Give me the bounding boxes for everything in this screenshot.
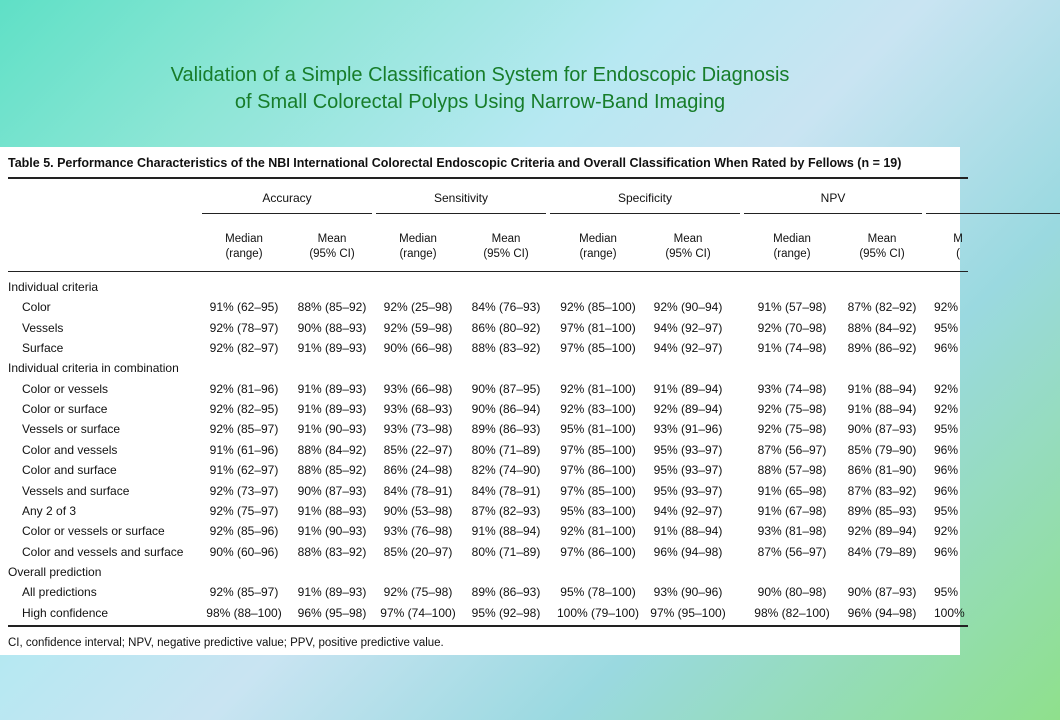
table-cell: 97% (85–100): [560, 483, 636, 498]
table-cell: 95%: [934, 320, 959, 335]
subheader-line-1: M: [953, 233, 963, 245]
group-underline: [744, 213, 922, 214]
table-cell: 85% (22–97): [383, 442, 453, 457]
table-cell: 97% (81–100): [560, 320, 636, 335]
table-cell: 92% (90–94): [653, 300, 723, 315]
table-cell: 91% (88–93): [297, 503, 367, 518]
table-cell: 92% (85–100): [560, 300, 636, 315]
table-cell: 90% (66–98): [383, 341, 453, 356]
table-cell: 87% (56–97): [757, 544, 827, 559]
table-cell: 93% (74–98): [757, 381, 827, 396]
table-cell: 91% (90–93): [297, 524, 367, 539]
table-cell: 90% (87–93): [847, 422, 917, 437]
group-underline: [376, 213, 546, 214]
row-label: Color or vessels or surface: [22, 524, 165, 539]
table-cell: 84% (78–91): [383, 483, 453, 498]
table-cell: 97% (86–100): [560, 463, 636, 478]
table-cell: 84% (76–93): [471, 300, 541, 315]
table-footnote: CI, confidence interval; NPV, negative predictive value; PPV, positive predictive value.: [8, 637, 444, 649]
table-cell: 95% (93–97): [653, 483, 723, 498]
table-cell: 91% (90–93): [297, 422, 367, 437]
table-cell: 90% (86–94): [471, 402, 541, 417]
row-label: Surface: [22, 341, 64, 356]
table-image: [0, 147, 965, 655]
column-subheader: [368, 232, 468, 262]
slide-title-line-1: Validation of a Simple Classification System for Endoscopic Diagnosis: [170, 64, 790, 86]
row-label: Vessels: [22, 320, 64, 335]
subheader-line-1: Mean: [867, 233, 897, 245]
table-cell: 90% (80–98): [757, 585, 827, 600]
table-cell: 90% (87–93): [847, 585, 917, 600]
subheader-line-1: Mean: [673, 233, 703, 245]
table-cell: 94% (92–97): [653, 320, 723, 335]
table-cell: 85% (79–90): [847, 442, 917, 457]
table-cell: 91% (88–94): [471, 524, 541, 539]
column-subheader: [194, 232, 294, 262]
table-cell: 86% (24–98): [383, 463, 453, 478]
subheader-line-2: (95% CI): [309, 248, 355, 260]
table-cell: 92%: [934, 402, 959, 417]
table-cell: 92% (25–98): [383, 300, 453, 315]
table-cell: 91% (88–94): [653, 524, 723, 539]
table-cell: 92% (75–98): [757, 422, 827, 437]
table-cell: 98% (88–100): [206, 605, 282, 620]
table-cell: 95% (83–100): [560, 503, 636, 518]
table-cell: 92% (82–95): [209, 402, 279, 417]
row-label: Vessels or surface: [22, 422, 121, 437]
table-cell: 98% (82–100): [754, 605, 830, 620]
table-cell: 91% (62–97): [209, 463, 279, 478]
table-cell: 95%: [934, 422, 959, 437]
table-cell: 91% (89–93): [297, 402, 367, 417]
table-cell: 92% (75–98): [383, 585, 453, 600]
table-cell: 90% (53–98): [383, 503, 453, 518]
table-cell: 95% (81–100): [560, 422, 636, 437]
table-cell: 92% (75–97): [209, 503, 279, 518]
table-cell: 92%: [934, 300, 959, 315]
group-underline: [202, 213, 372, 214]
table-cell: 88% (84–92): [297, 442, 367, 457]
table-cell: 94% (92–97): [653, 503, 723, 518]
table-cell: 96%: [934, 463, 959, 478]
table-cell: 97% (95–100): [650, 605, 726, 620]
table-cell: 96% (94–98): [847, 605, 917, 620]
table-cell: 91% (57–98): [757, 300, 827, 315]
table-cell: 82% (74–90): [471, 463, 541, 478]
group-header: NPV: [820, 191, 846, 205]
table-cell: 91% (62–95): [209, 300, 279, 315]
group-header: Accuracy: [262, 191, 312, 205]
table-cell: 88% (85–92): [297, 300, 367, 315]
table-cell: 87% (56–97): [757, 442, 827, 457]
column-subheader: [638, 232, 738, 262]
table-cell: 92%: [934, 524, 959, 539]
table-cell: 92% (85–97): [209, 422, 279, 437]
subheader-line-2: (95% CI): [859, 248, 905, 260]
table-cell: 100% (79–100): [556, 605, 640, 620]
row-label: Color: [22, 300, 51, 315]
row-label: Color or surface: [22, 402, 108, 417]
group-underline: [926, 213, 1060, 214]
table-cell: 92% (89–94): [653, 402, 723, 417]
table-cell: 97% (74–100): [380, 605, 456, 620]
group-header: Sensitivity: [433, 191, 489, 205]
table-cell: 95%: [934, 585, 959, 600]
table-cell: 93% (73–98): [383, 422, 453, 437]
table-cell: 92% (85–97): [209, 585, 279, 600]
subheader-line-1: Mean: [317, 233, 347, 245]
table-cell: 92% (75–98): [757, 402, 827, 417]
table-cell: 92% (59–98): [383, 320, 453, 335]
table-cell: 80% (71–89): [471, 544, 541, 559]
section-header: Overall prediction: [8, 564, 102, 579]
table-cell: 91% (88–94): [847, 381, 917, 396]
table-cell: 92% (73–97): [209, 483, 279, 498]
table-cell: 92% (85–96): [209, 524, 279, 539]
table-cell: 84% (78–91): [471, 483, 541, 498]
row-label: Color and vessels and surface: [22, 544, 184, 559]
subheader-line-2: (95% CI): [483, 248, 529, 260]
slide-title: [0, 62, 960, 116]
table-cell: 97% (85–100): [560, 442, 636, 457]
table-cell: 95% (78–100): [560, 585, 636, 600]
table-cell: 92%: [934, 381, 959, 396]
table-cell: 91% (61–96): [209, 442, 279, 457]
table-cell: 84% (79–89): [847, 544, 917, 559]
table-cell: 85% (20–97): [383, 544, 453, 559]
table-cell: 96%: [934, 483, 959, 498]
section-header: Individual criteria: [8, 280, 99, 294]
table-cell: 88% (84–92): [847, 320, 917, 335]
row-label: Color and vessels: [22, 442, 118, 457]
table-cell: 88% (57–98): [757, 463, 827, 478]
table-cell: 93% (91–96): [653, 422, 723, 437]
table-cell: 92% (89–94): [847, 524, 917, 539]
table-cell: 91% (88–94): [847, 402, 917, 417]
table-cell: 80% (71–89): [471, 442, 541, 457]
table-cell: 91% (74–98): [757, 341, 827, 356]
table-cell: 89% (86–93): [471, 585, 541, 600]
table-cell: 94% (92–97): [653, 341, 723, 356]
table-cell: 92% (70–98): [757, 320, 827, 335]
slide-title-line-2: of Small Colorectal Polyps Using Narrow-Band Imaging: [234, 91, 726, 113]
group-header: Specificity: [617, 191, 673, 205]
table-cell: 89% (86–92): [847, 341, 917, 356]
table-caption: Table 5. Performance Characteristics of the NBI International Colorectal Endoscopic Criteria and Overall Classification When Rated by Fellows (n = 19): [8, 156, 902, 170]
table-cell: 91% (89–94): [653, 381, 723, 396]
header-bottom-rule: [8, 271, 968, 272]
table-cell: 87% (82–93): [471, 503, 541, 518]
table-cell: 91% (89–93): [297, 341, 367, 356]
group-underline: [550, 213, 740, 214]
table-cell: 86% (81–90): [847, 463, 917, 478]
table-cell: 92% (81–100): [560, 381, 636, 396]
table-cell: 95% (93–97): [653, 442, 723, 457]
table-cell: 93% (90–96): [653, 585, 723, 600]
table-cell: 87% (83–92): [847, 483, 917, 498]
table-cell: 86% (80–92): [471, 320, 541, 335]
table-cell: 88% (83–92): [471, 341, 541, 356]
table-cell: 97% (86–100): [560, 544, 636, 559]
table-cell: 95%: [934, 503, 959, 518]
table-cell: 96%: [934, 341, 959, 356]
table-cell: 88% (85–92): [297, 463, 367, 478]
top-rule: [8, 177, 968, 179]
subheader-line-1: Median: [399, 233, 437, 245]
table-cell: 90% (60–96): [209, 544, 279, 559]
table-cell: 87% (82–92): [847, 300, 917, 315]
table-cell: 97% (85–100): [560, 341, 636, 356]
subheader-line-2: (range): [399, 248, 437, 260]
table-cell: 93% (68–93): [383, 402, 453, 417]
table-cell: 91% (89–93): [297, 585, 367, 600]
table-cell: 92% (81–96): [209, 381, 279, 396]
column-subheader: [908, 232, 1008, 262]
table-cell: 96%: [934, 544, 959, 559]
table-cell: 89% (85–93): [847, 503, 917, 518]
section-header: Individual criteria in combination: [8, 361, 179, 376]
subheader-line-1: Median: [579, 233, 617, 245]
row-label: All predictions: [22, 585, 97, 600]
subheader-line-2: (range): [579, 248, 617, 260]
table-cell: 90% (88–93): [297, 320, 367, 335]
table-cell: 93% (81–98): [757, 524, 827, 539]
table-cell: 91% (67–98): [757, 503, 827, 518]
table-cell: 90% (87–93): [297, 483, 367, 498]
table-cell: 92% (82–97): [209, 341, 279, 356]
table-cell: 92% (81–100): [560, 524, 636, 539]
table-cell: 95% (92–98): [471, 605, 541, 620]
table-cell: 91% (65–98): [757, 483, 827, 498]
table-cell: 95% (93–97): [653, 463, 723, 478]
row-label: Any 2 of 3: [22, 503, 77, 518]
column-subheader: [282, 232, 382, 262]
table-cell: 88% (83–92): [297, 544, 367, 559]
subheader-line-2: (range): [773, 248, 811, 260]
table-cell: 96%: [934, 442, 959, 457]
table-cell: 89% (86–93): [471, 422, 541, 437]
subheader-line-1: Mean: [491, 233, 521, 245]
subheader-line-2: (range): [225, 248, 263, 260]
table-cell: 90% (87–95): [471, 381, 541, 396]
row-label: High confidence: [22, 605, 109, 620]
subheader-line-2: (95% CI): [665, 248, 711, 260]
row-label: Vessels and surface: [22, 483, 130, 498]
table-cell: 92% (83–100): [560, 402, 636, 417]
subheader-line-1: Median: [773, 233, 811, 245]
column-subheader: [742, 232, 842, 262]
table-cell: 96% (95–98): [297, 605, 367, 620]
column-subheader: [456, 232, 556, 262]
table-cell: 92% (78–97): [209, 320, 279, 335]
column-subheader: [548, 232, 648, 262]
subheader-line-2: (: [956, 248, 960, 260]
table-cell: 100%: [934, 605, 965, 620]
table-cell: 93% (66–98): [383, 381, 453, 396]
table-cell: 91% (89–93): [297, 381, 367, 396]
table-cell: 96% (94–98): [653, 544, 723, 559]
row-label: Color or vessels: [22, 381, 109, 396]
subheader-line-1: Median: [225, 233, 263, 245]
table-cell: 93% (76–98): [383, 524, 453, 539]
row-label: Color and surface: [22, 463, 117, 478]
table-bottom-rule: [8, 625, 968, 627]
